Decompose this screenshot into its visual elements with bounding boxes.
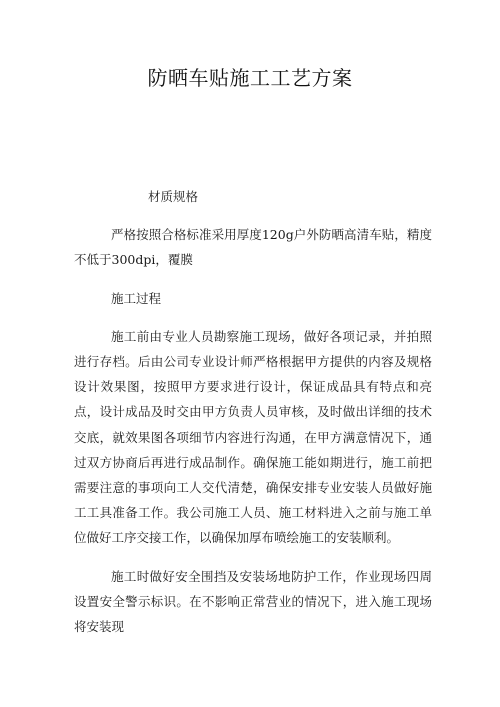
paragraph-process-safety: 施工时做好安全围挡及安装场地防护工作，作业现场四周设置安全警示标识。在不影响正常营业的情况下，进入施工现场将安装现 <box>74 568 432 635</box>
paragraph-process-preparation: 施工前由专业人员勘察施工现场，做好各项记录，并拍照进行存档。后由公司专业设计师严格根据甲方提供的内容及规格设计效果图，按照甲方要求进行设计，保证成品具有特点和亮点，设计成品及时交由甲方负责人员审核，及时做出详细的技术交底，就效果图各项细节内容进行沟通，在甲方满意情况下，通过双方协商后再进行成品制作。确保施工能如期进行，施工前把需要注意的事项向工人交代清楚，确保安排专业安装人员做好施工工具准备工作。我公司施工人员、施工材料进入之前与施工单位做好工序交接工作，以确保加厚布喷绘施工的安装顺利。 <box>74 328 432 546</box>
section-heading-material: 材质规格 <box>148 189 199 204</box>
paragraph-material-spec: 严格按照合格标准采用厚度120g户外防晒高清车贴，精度不低于300dpi，覆膜 <box>74 227 432 268</box>
document-title: 防晒车贴施工工艺方案 <box>147 66 353 90</box>
section-heading-process: 施工过程 <box>111 290 162 306</box>
document-body <box>74 184 432 639</box>
